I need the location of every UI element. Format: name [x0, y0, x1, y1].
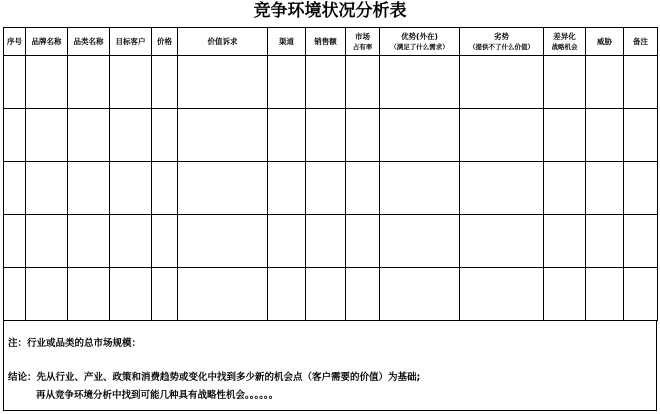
conclusion-line-1: 结论：先从行业、产业、政策和消费趋势或变化中找到多少新的机会点（客户需要的价值）为基础; — [8, 372, 421, 383]
col-header-remarks: 备注 — [624, 28, 658, 56]
table-body — [4, 56, 658, 321]
conclusion-line-2: 再从竞争环境分析中找到可能几种具有战略性机会。。。。。。 — [36, 390, 279, 401]
col-header-channel: 渠道 — [268, 28, 306, 56]
table-row — [4, 268, 658, 321]
col-header-price: 价格 — [152, 28, 178, 56]
table-row — [4, 215, 658, 268]
col-header-sales: 销售额 — [306, 28, 346, 56]
page-title: 竞争环境状况分析表 — [253, 1, 407, 21]
competition-table — [3, 27, 658, 321]
col-header-weaknesses: 劣势 （提供不了什么价值） — [460, 28, 544, 56]
col-header-category: 品类名称 — [68, 28, 110, 56]
col-header-value-proposition: 价值诉求 — [178, 28, 268, 56]
table-row — [4, 162, 658, 215]
table-row — [4, 109, 658, 162]
footer-section — [3, 320, 657, 411]
col-header-target-customer: 目标客户 — [110, 28, 152, 56]
col-header-threats: 威胁 — [586, 28, 624, 56]
header-row — [4, 28, 658, 56]
market-size-note: 注：行业或品类的总市场规模： — [8, 338, 142, 349]
col-header-index: 序号 — [4, 28, 26, 56]
col-header-brand: 品牌名称 — [26, 28, 68, 56]
table-row — [4, 56, 658, 109]
col-header-market-share: 市场 占有率 — [346, 28, 380, 56]
col-header-strengths: 优势(外在) （满足了什么需求） — [380, 28, 460, 56]
col-header-differentiation: 差异化 战略机会 — [544, 28, 586, 56]
